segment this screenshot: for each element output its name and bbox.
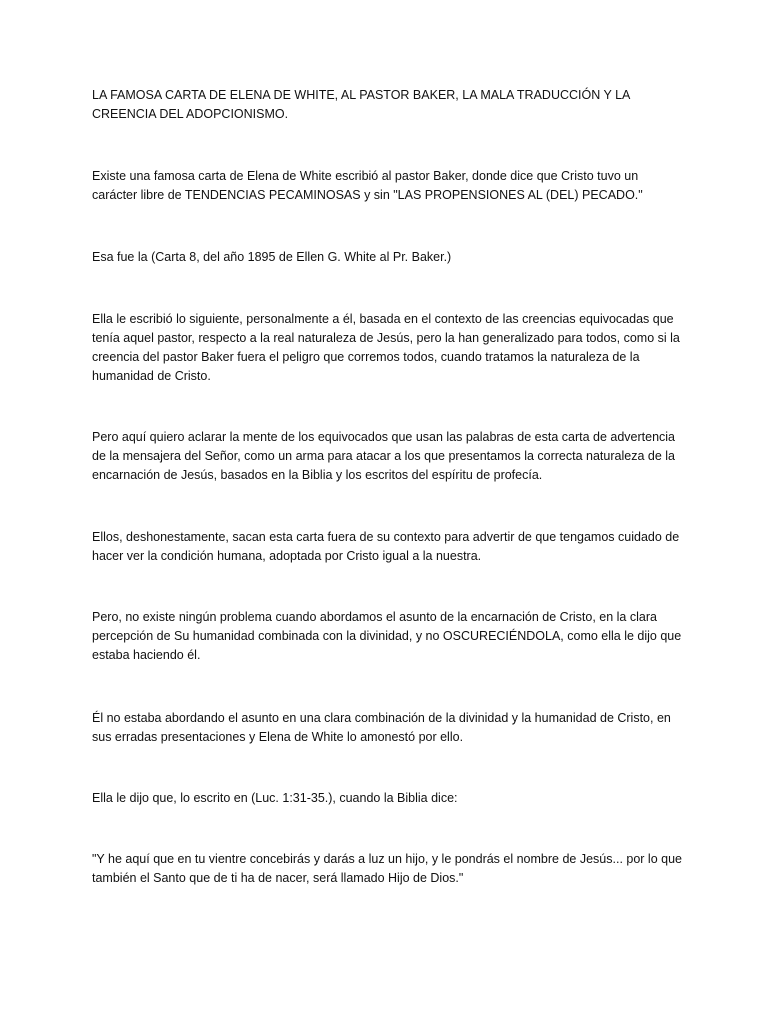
- document-title: LA FAMOSA CARTA DE ELENA DE WHITE, AL PASTOR BAKER, LA MALA TRADUCCIÓN Y LA CREENCIA DEL ADOPCIONISMO.: [92, 88, 630, 121]
- paragraph: Ella le dijo que, lo escrito en (Luc. 1:31-35.), cuando la Biblia dice:: [92, 791, 458, 805]
- paragraph: Ella le escribió lo siguiente, personalmente a él, basada en el contexto de las creencias equivocadas que tenía aquel pastor, respecto a la real naturaleza de Jesús, pero la han generalizado para todos, como si la creencia del pastor Baker fuera el peligro que corremos todos, cuando tratamos la naturaleza de la humanidad de Cristo.: [92, 312, 680, 383]
- quoted-paragraph: "Y he aquí que en tu vientre concebirás y darás a luz un hijo, y le pondrás el nombre de Jesús... por lo que también el Santo que de ti ha de nacer, será llamado Hijo de Dios.": [92, 852, 682, 885]
- paragraph: Pero, no existe ningún problema cuando abordamos el asunto de la encarnación de Cristo, en la clara percepción de Su humanidad combinada con la divinidad, y no OSCURECIÉNDOLA, como ella le dijo que estaba haciendo él.: [92, 610, 682, 662]
- paragraph: Esa fue la (Carta 8, del año 1895 de Ellen G. White al Pr. Baker.): [92, 250, 452, 264]
- paragraph: Él no estaba abordando el asunto en una clara combinación de la divinidad y la humanidad de Cristo, en sus erradas presentaciones y Elena de White lo amonestó por ello.: [92, 711, 671, 744]
- paragraph: Ellos, deshonestamente, sacan esta carta fuera de su contexto para advertir de que tengamos cuidado de hacer ver la condición humana, adoptada por Cristo igual a la nuestra.: [92, 530, 680, 563]
- paragraph: Pero aquí quiero aclarar la mente de los equivocados que usan las palabras de esta carta de advertencia de la mensajera del Señor, como un arma para atacar a los que presentamos la correcta naturaleza de la encarnación de Jesús, basados en la Biblia y los escritos del espíritu de profecía.: [92, 430, 676, 482]
- paragraph: Existe una famosa carta de Elena de White escribió al pastor Baker, donde dice que Cristo tuvo un carácter libre de TENDENCIAS PECAMINOSAS y sin "LAS PROPENSIONES AL (DEL) PECADO.": [92, 169, 643, 202]
